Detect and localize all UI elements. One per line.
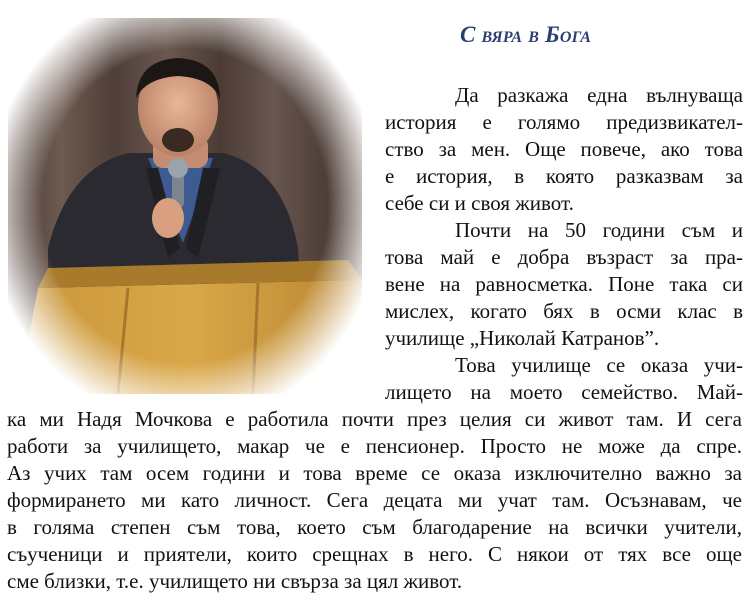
- text-line: сме близки, т.е. училището ни свърза за цял живот.: [7, 569, 463, 593]
- text-line: училище „Николай Катранов”.: [385, 326, 660, 350]
- text-line: себе си и своя живот.: [385, 191, 574, 215]
- text-line: Аз учих там осем години и това време се оказа изключително важно за: [7, 461, 742, 485]
- text-line: Почти на 50 години съм и: [455, 218, 743, 242]
- text-line: ство за мен. Още повече, ако това: [385, 137, 743, 161]
- speaker-photo: [8, 18, 362, 394]
- text-line: история е голямо предизвикател-: [385, 110, 743, 134]
- text-line: Да разкажа една вълнуваща: [455, 83, 743, 107]
- text-line: лището на моето семейство. Май-: [385, 380, 743, 404]
- text-line: е история, в която разказвам за: [385, 164, 743, 188]
- text-line: ка ми Надя Мочкова е работила почти през целия си живот там. И сега: [7, 407, 742, 431]
- article-title: С вяра в Бога: [460, 22, 592, 47]
- text-line: мислех, когато бях в осми клас в: [385, 299, 743, 323]
- text-line: съученици и приятели, които срещнах в него. С някои от тях все още: [7, 542, 742, 566]
- text-line: формирането ми като личност. Сега децата ми учат там. Осъзнавам, че: [7, 488, 742, 512]
- text-line: това май е добра възраст за пра-: [385, 245, 743, 269]
- text-line: в голяма степен съм това, което съм благодарение на всички учители,: [7, 515, 742, 539]
- text-line: Това училище се оказа учи-: [455, 353, 743, 377]
- text-line: работи за училището, макар че е пенсионер. Просто не може да спре.: [7, 434, 742, 458]
- text-line: вене на равносметка. Поне така си: [385, 272, 743, 296]
